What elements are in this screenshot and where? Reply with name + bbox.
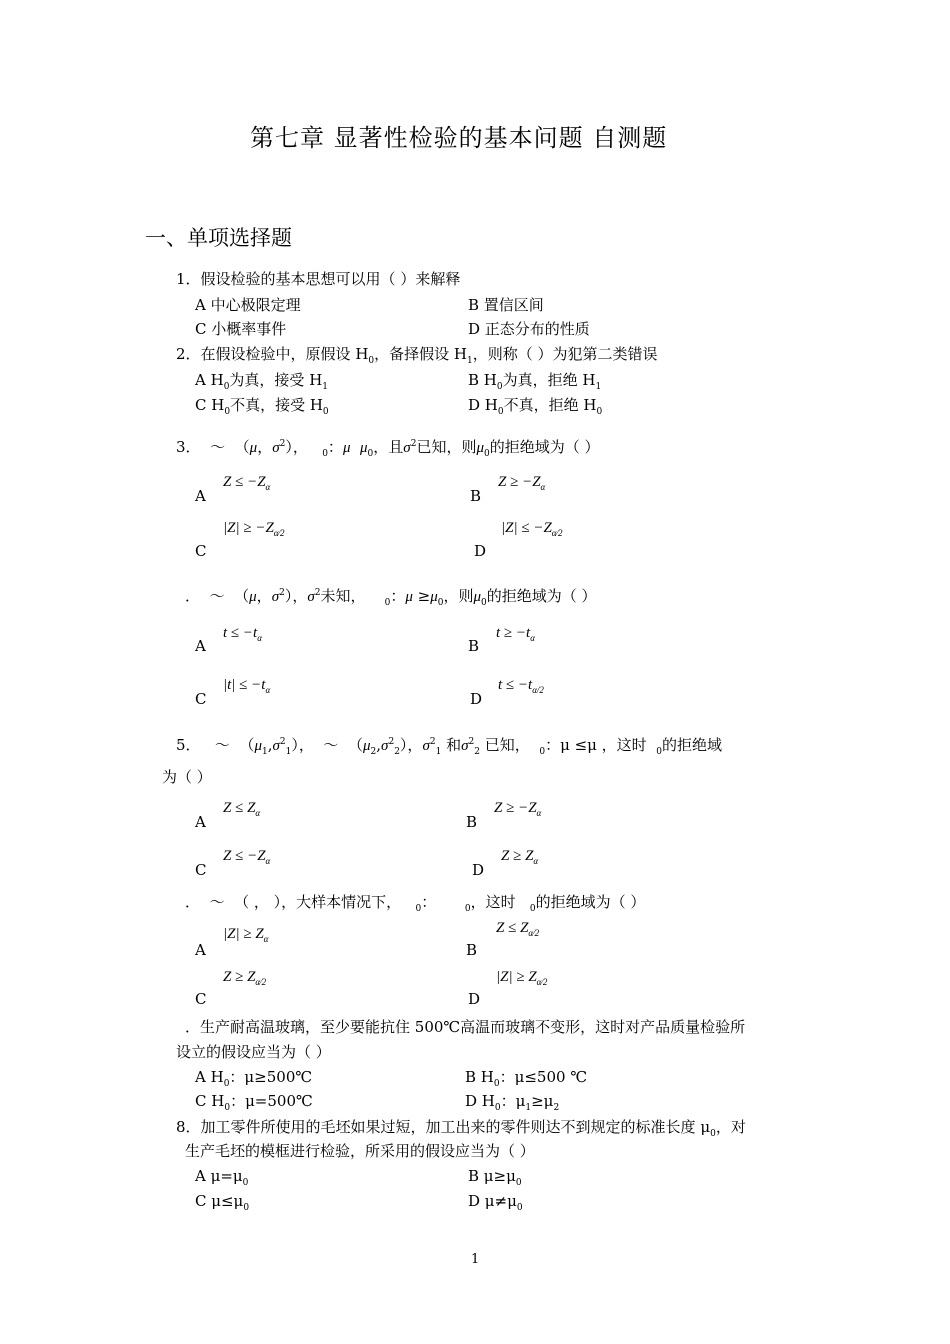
question-7-option-b[interactable]: B $H_0$：μ≤500 ℃ — [465, 1068, 588, 1089]
question-5-stem-continued: 为（ ） — [162, 768, 212, 786]
question-8-option-c[interactable]: C $\mu\le\mu_0$ — [195, 1192, 250, 1213]
question-3-option-c-label[interactable]: C — [195, 542, 207, 560]
question-4-option-a-formula: $t \le -t_\alpha$ — [223, 625, 262, 643]
question-7-option-d[interactable]: D $H_0$：$\mu_1\ge\mu_2$ — [465, 1092, 560, 1113]
question-3-option-b-label[interactable]: B — [470, 487, 482, 505]
question-6-option-c-formula: $Z \ge Z_{\alpha⁄2}$ — [223, 969, 267, 987]
question-6-option-b-label[interactable]: B — [466, 941, 478, 959]
question-4-option-c-label[interactable]: C — [195, 690, 207, 708]
question-4-stem: ． ～ （μ，$\sigma^2$），$\sigma^2$未知， $_0$：$\mu \ge\mu_0$，则$\mu_0$的拒绝域为（ ） — [185, 587, 597, 608]
question-6-option-b-formula: $Z \le Z_{\alpha⁄2}$ — [496, 920, 540, 938]
question-5-option-d-formula: $Z \ge Z_\alpha$ — [501, 848, 539, 866]
question-4-option-d-formula: $t \le -t_{\alpha/2}$ — [498, 677, 544, 695]
question-4-option-a-label[interactable]: A — [195, 637, 206, 655]
question-7-stem-continued: 设立的假设应当为（ ） — [176, 1043, 331, 1061]
question-5-option-d-label[interactable]: D — [472, 861, 485, 879]
question-3-option-b-formula: $Z \ge -Z_\alpha$ — [498, 474, 546, 492]
question-3-stem: 3． ～ （μ，$\sigma^2$）， $_0$：μ $\mu_0$，且$\sigma^2$已知，则$\mu_0$的拒绝域为（ ） — [176, 438, 600, 459]
page-title: 第七章 显著性检验的基本问题 自测题 — [250, 124, 668, 152]
question-3-option-d-formula: $|Z| \le -Z_{\alpha⁄2}$ — [501, 520, 563, 538]
question-1-option-b[interactable]: B 置信区间 — [468, 296, 544, 314]
question-4-option-d-label[interactable]: D — [470, 690, 483, 708]
question-3-option-a-formula: $Z \le -Z_\alpha$ — [223, 474, 271, 492]
question-3-option-c-formula: $|Z| \ge -Z_{\alpha⁄2}$ — [223, 520, 285, 538]
question-5-stem: 5． ～ $(\mu_1,\sigma^2_1)$， ～ $(\mu_2,\sigma^2_2)$，$\sigma^2_1$ 和$\sigma^2_2$ 已知， $_0$：μ ≤μ ，这时 $_0$的拒绝域 — [176, 736, 722, 757]
question-6-option-c-label[interactable]: C — [195, 990, 207, 1008]
question-7-option-a[interactable]: A $H_0$：μ≥500℃ — [195, 1068, 313, 1089]
question-8-stem-continued: 生产毛坯的模框进行检验，所采用的假设应当为（ ） — [185, 1142, 535, 1160]
question-1-option-d[interactable]: D 正态分布的性质 — [468, 320, 590, 338]
question-6-option-d-formula: $|Z| \ge Z_{\alpha⁄2}$ — [496, 969, 548, 987]
question-5-option-b-formula: $Z \ge -Z_\alpha$ — [494, 800, 542, 818]
question-1-option-c[interactable]: C 小概率事件 — [195, 320, 287, 338]
question-7-option-c[interactable]: C $H_0$：μ=500℃ — [195, 1092, 313, 1113]
question-6-option-a-formula: $|Z| \ge Z_\alpha$ — [223, 926, 269, 944]
question-1-stem: 1．假设检验的基本思想可以用（ ）来解释 — [176, 270, 461, 288]
question-5-option-b-label[interactable]: B — [466, 813, 478, 831]
question-2-option-d[interactable]: D $H_0$不真，拒绝 $H_0$ — [468, 396, 603, 417]
question-8-option-a[interactable]: A $\mu=\mu_0$ — [195, 1167, 249, 1188]
question-8-option-d[interactable]: D $\mu\ne\mu_0$ — [468, 1192, 523, 1213]
section-heading: 一、单项选择题 — [145, 226, 292, 250]
question-4-option-b-label[interactable]: B — [468, 637, 480, 655]
question-2-option-a[interactable]: A $H_0$为真，接受 $H_1$ — [195, 371, 329, 392]
question-2-option-c[interactable]: C $H_0$不真，接受 $H_0$ — [195, 396, 329, 417]
page-number: 1 — [471, 1252, 480, 1267]
question-1-option-a[interactable]: A 中心极限定理 — [195, 296, 301, 314]
question-5-option-c-label[interactable]: C — [195, 861, 207, 879]
question-4-option-c-formula: $|t| \le -t_\alpha$ — [223, 677, 271, 695]
question-5-option-a-formula: $Z \le Z_\alpha$ — [223, 800, 261, 818]
question-3-option-d-label[interactable]: D — [474, 542, 487, 560]
question-7-stem: ．生产耐高温玻璃，至少要能抗住 500℃高温而玻璃不变形，这时对产品质量检验所 — [185, 1018, 746, 1036]
question-8-option-b[interactable]: B $\mu\ge\mu_0$ — [468, 1167, 522, 1188]
question-5-option-c-formula: $Z \le -Z_\alpha$ — [223, 848, 271, 866]
question-6-option-d-label[interactable]: D — [468, 990, 481, 1008]
question-8-stem: 8．加工零件所使用的毛坯如果过短，加工出来的零件则达不到规定的标准长度 $\mu_0$，对 — [176, 1118, 746, 1139]
question-3-option-a-label[interactable]: A — [195, 487, 206, 505]
question-4-option-b-formula: $t \ge -t_\alpha$ — [496, 625, 535, 643]
question-6-stem: ． ～ （ ， ），大样本情况下， $_0$： $_0$，这时 $_0$的拒绝域为（ ） — [185, 893, 646, 914]
question-5-option-a-label[interactable]: A — [195, 813, 206, 831]
question-6-option-a-label[interactable]: A — [195, 941, 206, 959]
question-2-stem: 2．在假设检验中，原假设 $H_0$，备择假设 $H_1$，则称（ ）为犯第二类错误 — [176, 345, 658, 366]
question-2-option-b[interactable]: B $H_0$为真，拒绝 $H_1$ — [468, 371, 602, 392]
